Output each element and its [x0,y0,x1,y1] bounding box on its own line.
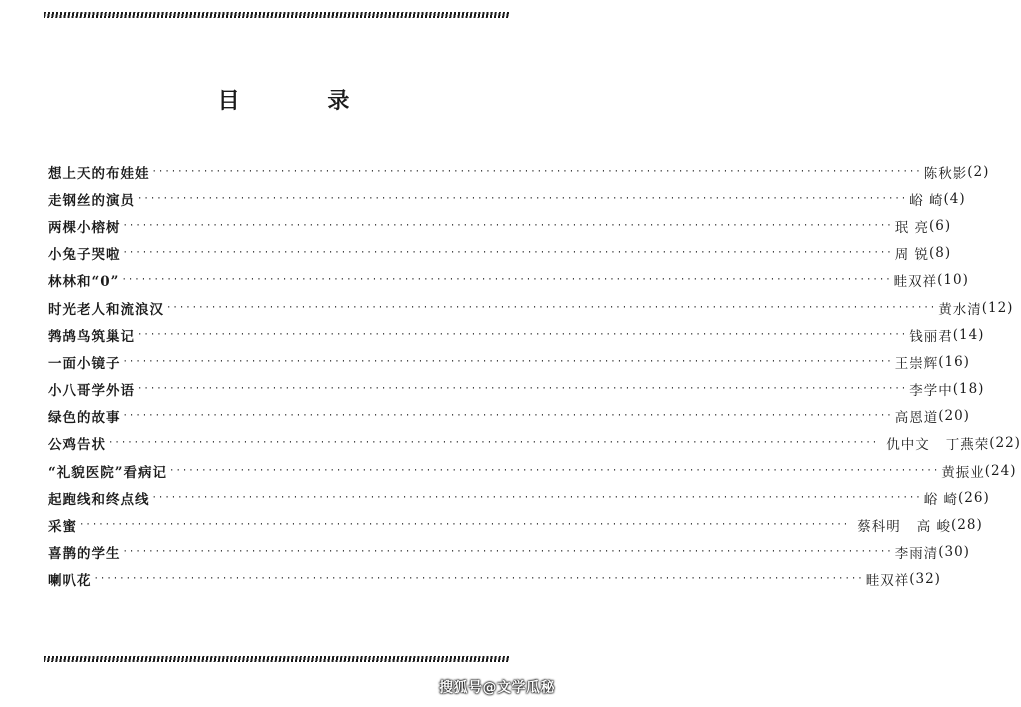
entry-coauthor: 仇中文 [886,437,930,454]
entry-title: 小兔子哭啦 [48,247,121,264]
toc-entry [48,511,983,538]
entry-page-number: (22) [989,435,1021,452]
entry-page-number: (18) [952,381,985,398]
entry-page-number: (26) [958,489,990,506]
entry-author: 高恩道 [894,410,939,427]
leader-dots: ························································································································ [122,411,893,422]
entry-page-number: (30) [938,544,970,561]
leader-dots: ························································································································ [122,220,893,231]
entry-title: 一面小镜子 [48,355,121,372]
top-decorative-rule [44,12,510,18]
entry-title: 鹁鸪鸟筑巢记 [48,328,135,345]
entry-page-number: (2) [967,163,990,180]
entry-title: 起跑线和终点线 [48,491,150,508]
entry-title: 想上天的布娃娃 [48,165,150,182]
leader-dots: ························································································································ [137,193,908,204]
leader-dots: ························································································································ [137,329,908,340]
leader-dots: ························································································································ [93,574,864,585]
leader-dots: ························································································································ [169,465,940,476]
entry-page-number: (16) [938,353,970,370]
toc-entry [48,484,990,511]
toc-entry [48,185,966,212]
entry-author: 钱丽君 [909,328,953,345]
leader-dots: ························································································································ [122,547,893,558]
entry-author: 黄振业 [941,464,985,481]
leader-dots: ························································································································ [151,166,922,177]
entry-author: 高 峻 [916,519,952,536]
toc-entry [48,566,941,593]
entry-page-number: (14) [952,326,985,343]
entry-author: 李学中 [909,383,953,400]
entry-coauthor: 蔡科明 [857,519,901,536]
entry-author: 周 锐 [894,247,930,264]
toc-entry [48,539,970,566]
page-title: 目 录 [217,88,390,114]
leader-dots: ························································································································ [121,275,892,286]
entry-author: 峪 崎 [923,491,959,508]
leader-dots: ························································································································ [137,384,908,395]
entry-title: 公鸡告状 [48,437,106,454]
toc-entry [48,212,952,239]
leader-dots: ························································································································ [151,492,922,503]
leader-dots: ························································································································ [108,438,879,449]
toc-entry [48,267,969,294]
toc-entry [48,158,990,185]
leader-dots: ························································································································ [122,248,893,259]
toc-entry [48,348,970,375]
entry-title: 绿色的故事 [48,410,121,427]
toc-entry [48,321,985,348]
entry-author: 黄水清 [938,301,982,318]
entry-title: 采蜜 [48,519,77,536]
entry-author: 峪 崎 [909,192,944,209]
entry-author: 陈秋影 [923,165,968,182]
entry-page-number: (6) [929,217,952,234]
toc-entry [48,430,1021,457]
entry-page-number: (32) [909,571,941,588]
entry-title: 小八哥学外语 [48,383,135,400]
toc-entry [48,240,952,267]
entry-page-number: (4) [943,190,966,207]
entry-author: 丁燕荣 [945,437,990,454]
leader-dots: ························································································································ [166,302,937,313]
entry-title: 时光老人和流浪汉 [48,301,164,318]
toc-entry [48,403,970,430]
entry-page-number: (8) [929,245,952,262]
toc-entry [48,294,1014,321]
leader-dots: ························································································································ [122,356,893,367]
leader-dots: ························································································································ [79,520,850,531]
entry-page-number: (20) [938,408,970,425]
entry-title: 林林和“0” [48,274,120,291]
watermark: 搜狐号@文学瓜秘 [439,680,555,696]
entry-page-number: (12) [981,299,1014,316]
entry-title: 喇叭花 [48,573,92,590]
entry-title: 两棵小榕树 [48,219,121,236]
entry-author: 王崇辉 [894,355,939,372]
entry-page-number: (28) [951,517,983,534]
entry-author: 畦双祥 [865,573,910,590]
entry-title: “礼貌医院”看病记 [48,464,168,481]
entry-author: 珉 亮 [894,219,930,236]
table-of-contents [48,158,1021,593]
toc-entry [48,457,1017,484]
entry-title: 走钢丝的演员 [48,192,135,209]
entry-title: 喜鹊的学生 [48,546,121,563]
entry-page-number: (24) [984,462,1017,479]
entry-page-number: (10) [937,272,969,289]
toc-entry [48,376,985,403]
entry-author: 畦双祥 [893,274,938,291]
bottom-decorative-rule [44,656,510,662]
entry-author: 李雨清 [894,546,939,563]
